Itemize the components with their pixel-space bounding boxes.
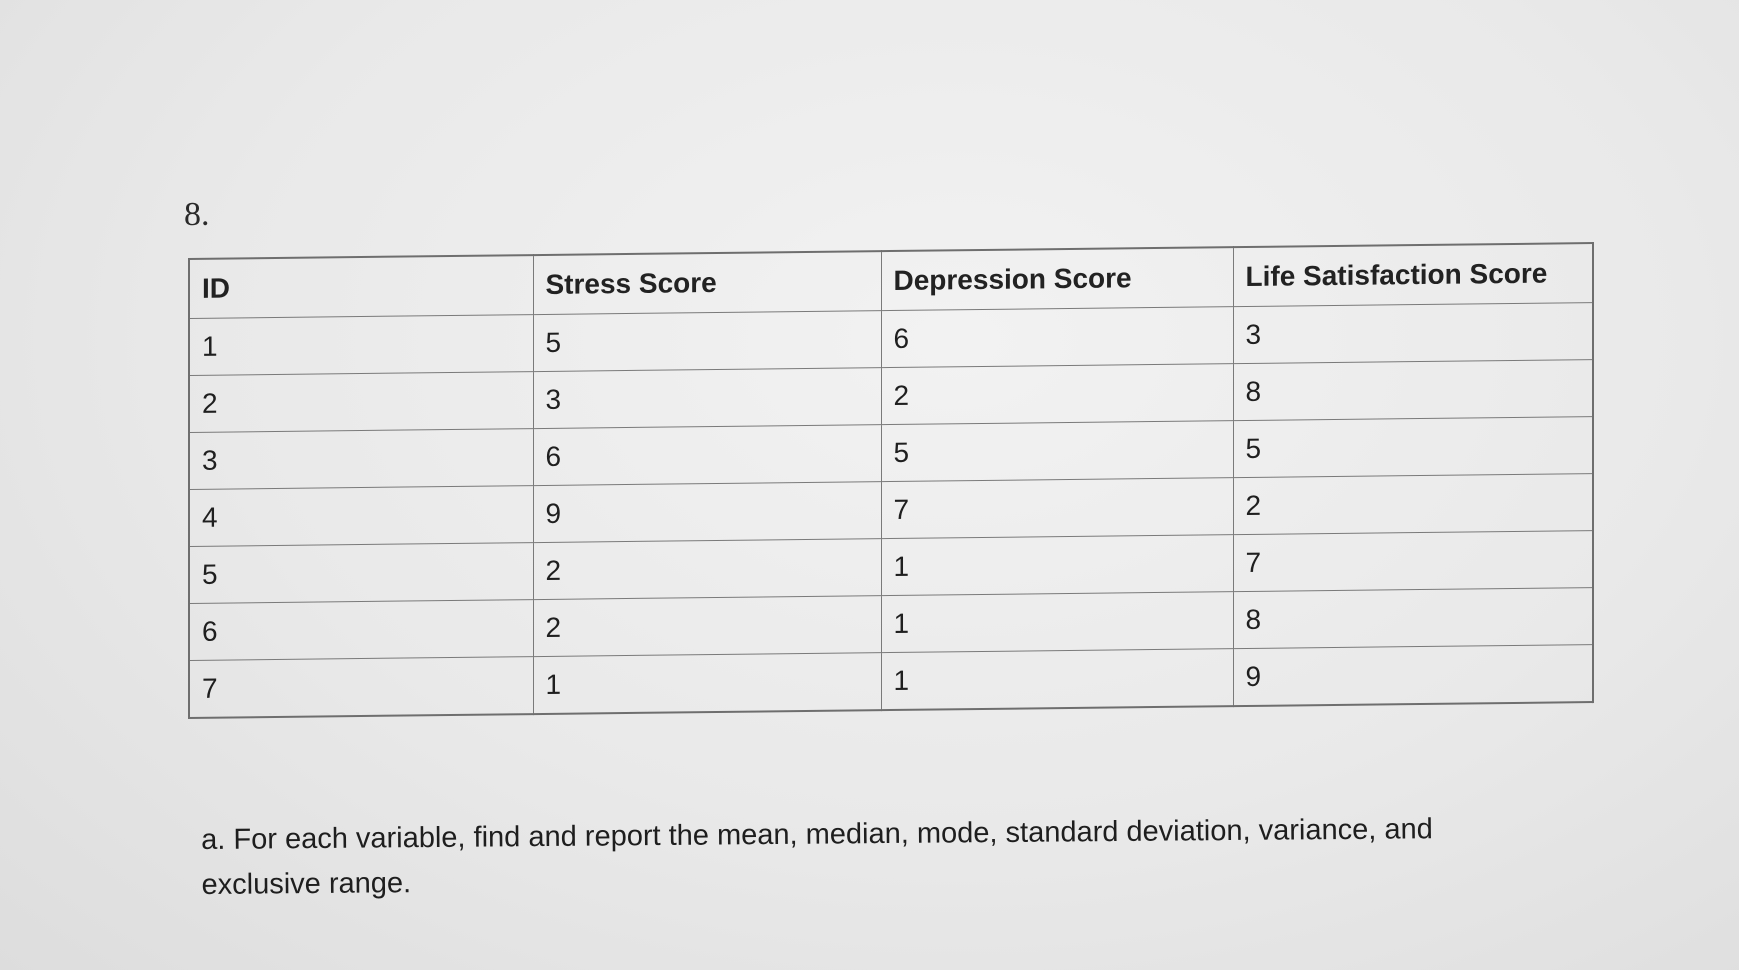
cell-life-satisfaction: 9 bbox=[1233, 645, 1593, 707]
header-stress-score: Stress Score bbox=[533, 251, 881, 314]
header-life-satisfaction-score: Life Satisfaction Score bbox=[1233, 243, 1593, 307]
scores-table bbox=[188, 242, 1594, 719]
cell-id: 2 bbox=[189, 372, 533, 433]
cell-depression: 1 bbox=[881, 592, 1233, 653]
cell-life-satisfaction: 2 bbox=[1233, 474, 1593, 535]
cell-life-satisfaction: 8 bbox=[1233, 360, 1593, 421]
cell-depression: 2 bbox=[881, 364, 1233, 425]
cell-depression: 1 bbox=[881, 649, 1233, 710]
cell-stress: 5 bbox=[533, 311, 881, 372]
data-table-container bbox=[188, 242, 1592, 719]
cell-id: 4 bbox=[189, 486, 533, 547]
question-number: 8. bbox=[184, 196, 210, 233]
cell-depression: 1 bbox=[881, 535, 1233, 596]
cell-life-satisfaction: 5 bbox=[1233, 417, 1593, 478]
cell-stress: 6 bbox=[533, 425, 881, 486]
cell-id: 5 bbox=[189, 543, 533, 604]
header-depression-score: Depression Score bbox=[881, 247, 1233, 310]
cell-id: 6 bbox=[189, 600, 533, 661]
cell-id: 1 bbox=[189, 315, 533, 376]
cell-stress: 1 bbox=[533, 653, 881, 714]
cell-stress: 2 bbox=[533, 596, 881, 657]
cell-stress: 9 bbox=[533, 482, 881, 543]
cell-life-satisfaction: 7 bbox=[1233, 531, 1593, 592]
cell-depression: 7 bbox=[881, 478, 1233, 539]
cell-depression: 5 bbox=[881, 421, 1233, 482]
cell-depression: 6 bbox=[881, 307, 1233, 368]
cell-id: 7 bbox=[189, 657, 533, 718]
cell-stress: 3 bbox=[533, 368, 881, 429]
header-id: ID bbox=[189, 255, 533, 318]
cell-id: 3 bbox=[189, 429, 533, 490]
instruction-text: a. For each variable, find and report the mean, median, mode, standard deviation, variance, and exclusive range. bbox=[201, 813, 1433, 901]
cell-life-satisfaction: 8 bbox=[1233, 588, 1593, 649]
cell-stress: 2 bbox=[533, 539, 881, 600]
cell-life-satisfaction: 3 bbox=[1233, 303, 1593, 364]
